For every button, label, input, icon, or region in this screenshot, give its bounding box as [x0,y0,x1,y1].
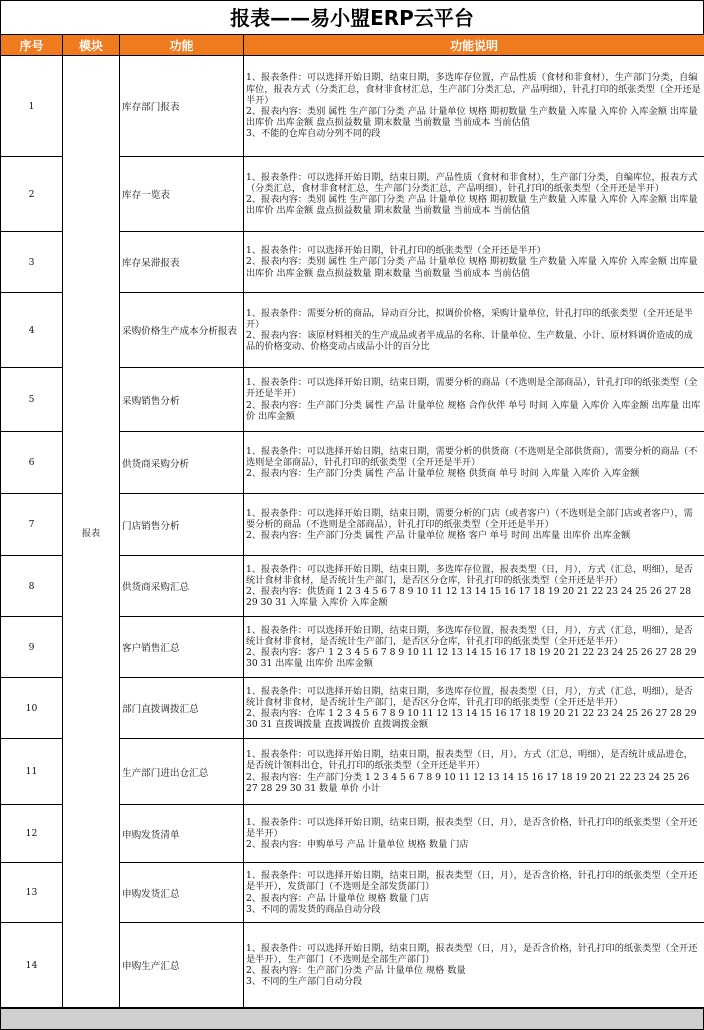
row-number: 11 [1,739,63,805]
description-line: 2、报表内容：类别 属性 生产部门分类 产品 计量单位 规格 期初数量 生产数量 入库量 入库价 入库金额 出库量 出库价 出库金额 盘点损益数量 期末数量 当前数量 当前成本 当前估值 [246,194,698,217]
description-line: 1、报表条件：可以选择开始日期，结束日期，多选库存位置，报表类型（日，月），方式（汇总，明细），是否统计食材非食材，是否统计生产部门，是否区分仓库，针孔打印的纸张类型（全开还是半开） [246,624,693,647]
description-line: 1、报表条件：可以选择开始日期，结束日期，多选库存位置，报表类型（日，月），方式（汇总，明细），是否统计食材非食材，是否统计生产部门，是否区分仓库，针孔打印的纸张类型（全开还是半开） [246,563,693,586]
description-line: 2、报表内容：产品 计量单位 规格 数量 门店 [246,892,429,904]
function-description [244,432,704,494]
description-line: 2、报表内容：生产部门分类 属性 产品 计量单位 规格 客户 单号 时间 出库量 出库价 出库金额 [246,530,631,542]
function-name: 客户销售汇总 [120,617,244,678]
row-number: 2 [1,157,63,232]
table-body [1,56,704,1008]
function-name: 供货商采购分析 [120,432,244,494]
module-cell: 报表 [63,56,120,1008]
description-line: 2、报表内容：生产部门分类 1 2 3 4 5 6 7 8 9 10 11 12 13 14 15 16 17 18 19 20 21 22 23 24 25 26 27 28 29 30 31 数量 单价 小计 [246,771,690,794]
description-line: 2、报表内容：客户 1 2 3 4 5 6 7 8 9 10 11 12 13 14 15 16 17 18 19 20 21 22 23 24 25 26 27 28 29 30 31 出库量 出库价 出库金额 [246,647,697,670]
description-line: 1、报表条件：可以选择开始日期，结束日期，需要分析的商品（不选则是全部商品），针孔打印的纸张类型（全开还是半开） [246,377,698,400]
function-description [244,863,704,923]
function-name: 申购发货清单 [120,805,244,863]
function-description [244,556,704,617]
function-description [244,293,704,368]
function-description [244,617,704,678]
function-name: 供货商采购汇总 [120,556,244,617]
description-line: 2、报表内容：供货商 1 2 3 4 5 6 7 8 9 10 11 12 13 14 15 16 17 18 19 20 21 22 23 24 25 26 27 28 29 30 31 入库量 入库价 入库金额 [246,586,692,609]
header-function: 功能 [120,35,244,56]
row-number: 7 [1,494,63,556]
report-table [0,34,704,1008]
description-line: 2、报表内容：申购单号 产品 计量单位 规格 数量 门店 [246,839,469,851]
header-row [1,35,704,56]
description-line: 2、报表内容：类别 属性 生产部门分类 产品 计量单位 规格 期初数量 生产数量 入库量 入库价 入库金额 出库量 出库价 出库金额 盘点损益数量 期末数量 当前数量 当前成本 当前估值 [246,106,698,129]
row-number: 9 [1,617,63,678]
description-line: 3、不同的生产部门自动分段 [246,976,363,988]
function-name: 生产部门进出仓汇总 [120,739,244,805]
function-description [244,232,704,293]
function-name: 申购发货汇总 [120,863,244,923]
description-line: 1、报表条件：可以选择开始日期，结束日期，报表类型（日，月），是否含价格，针孔打印的纸张类型（全开还是半开） [246,816,698,839]
function-name: 库存一览表 [120,157,244,232]
function-description [244,923,704,1008]
description-line: 1、报表条件：可以选择开始日期，结束日期，多选库存位置，产品性质（食材和非食材），生产部门分类，自编库位，报表方式（分类汇总，食材非食材汇总，生产部门分类汇总，产品明细），针孔打印的纸张类型（全开还是半开） [246,72,701,106]
description-line: 1、报表条件：可以选择开始日期，结束日期，报表类型（日，月），方式（汇总，明细），是否统计成品进仓，是否统计领料出仓，针孔打印的纸张类型（全开还是半开） [246,749,693,772]
description-line: 2、报表内容：生产部门分类 属性 产品 计量单位 规格 合作伙伴 单号 时间 入库量 入库价 入库金额 出库量 出库价 出库金额 [246,399,701,422]
row-number: 12 [1,805,63,863]
row-number: 1 [1,56,63,157]
description-line: 1、报表条件：可以选择开始日期，结束日期，报表类型（日，月），是否含价格，针孔打印的纸张类型（全开还是半开），生产部门（不选则是全部生产部门） [246,942,698,965]
description-line: 3、不能的仓库自动分列不同的段 [246,128,381,140]
row-number: 3 [1,232,63,293]
description-line: 1、报表条件：可以选择开始日期，针孔打印的纸张类型（全开还是半开） [246,245,546,257]
description-line: 2、报表内容：该原材料相关的生产成品或者半成品的名称、计量单位、生产数量、小计、原材料调价造成的成品的价格变动、价格变动占成品小计的百分比 [246,330,693,353]
description-line: 2、报表内容：仓库 1 2 3 4 5 6 7 8 9 10 11 12 13 14 15 16 17 18 19 20 21 22 23 24 25 26 27 28 29 30 31 直拨调拨量 直拨调拨价 直拨调拨金额 [246,708,697,731]
row-number: 4 [1,293,63,368]
description-line: 2、报表内容：生产部门分类 产品 计量单位 规格 数量 [246,965,466,976]
row-number: 6 [1,432,63,494]
header-description: 功能说明 [244,35,704,56]
row-number: 5 [1,368,63,432]
sheet-title: 报表——易小盟ERP云平台 [0,0,704,34]
function-name: 申购生产汇总 [120,923,244,1008]
description-line: 2、报表内容：生产部门分类 属性 产品 计量单位 规格 供货商 单号 时间 入库量 入库价 入库金额 [246,468,640,480]
sheet-footer-bar [0,1008,704,1030]
function-name: 采购销售分析 [120,368,244,432]
description-line: 3、不同的需发货的商品自动分段 [246,903,381,915]
row-number: 13 [1,863,63,923]
description-line: 1、报表条件：可以选择开始日期，结束日期，报表类型（日，月），是否含价格，针孔打印的纸张类型（全开还是半开），发货部门（不选则是全部发货部门） [246,870,698,893]
function-description [244,678,704,739]
description-line: 1、报表条件：可以选择开始日期，结束日期，需要分析的供货商（不选则是全部供货商），需要分析的商品（不选则是全部商品），针孔打印的纸张类型（全开还是半开） [246,445,698,468]
header-module: 模块 [63,35,120,56]
function-name: 采购价格生产成本分析报表 [120,293,244,368]
row-number: 10 [1,678,63,739]
row-number: 8 [1,556,63,617]
function-name: 门店销售分析 [120,494,244,556]
function-description [244,739,704,805]
description-line: 2、报表内容：类别 属性 生产部门分类 产品 计量单位 规格 期初数量 生产数量 入库量 入库价 入库金额 出库量 出库价 出库金额 盘点损益数量 期末数量 当前数量 当前成本 当前估值 [246,256,698,279]
function-description [244,805,704,863]
function-description [244,368,704,432]
function-name: 库存呆滞报表 [120,232,244,293]
description-line: 1、报表条件：需要分析的商品，异动百分比，拟调价价格，采购计量单位，针孔打印的纸张类型（全开还是半开） [246,307,693,330]
description-line: 1、报表条件：可以选择开始日期，结束日期，需要分析的门店（或者客户）（不选则是全部门店或者客户），需要分析的商品（不选则是全部商品），针孔打印的纸张类型（全开还是半开） [246,507,693,530]
function-description [244,56,704,157]
function-name: 部门直拨调拨汇总 [120,678,244,739]
function-name: 库存部门报表 [120,56,244,157]
row-number: 14 [1,923,63,1008]
function-description [244,494,704,556]
table-row [1,56,704,157]
header-num: 序号 [1,35,63,56]
function-description [244,157,704,232]
description-line: 1、报表条件：可以选择开始日期，结束日期，产品性质（食材和非食材），生产部门分类，自编库位，报表方式（分类汇总，食材非食材汇总，生产部门分类汇总，产品明细），针孔打印的纸张类型（全开还是半开） [246,171,698,194]
description-line: 1、报表条件：可以选择开始日期，结束日期，多选库存位置，报表类型（日，月），方式（汇总，明细），是否统计食材非食材，是否统计生产部门，是否区分仓库，针孔打印的纸张类型（全开还是半开） [246,685,693,708]
